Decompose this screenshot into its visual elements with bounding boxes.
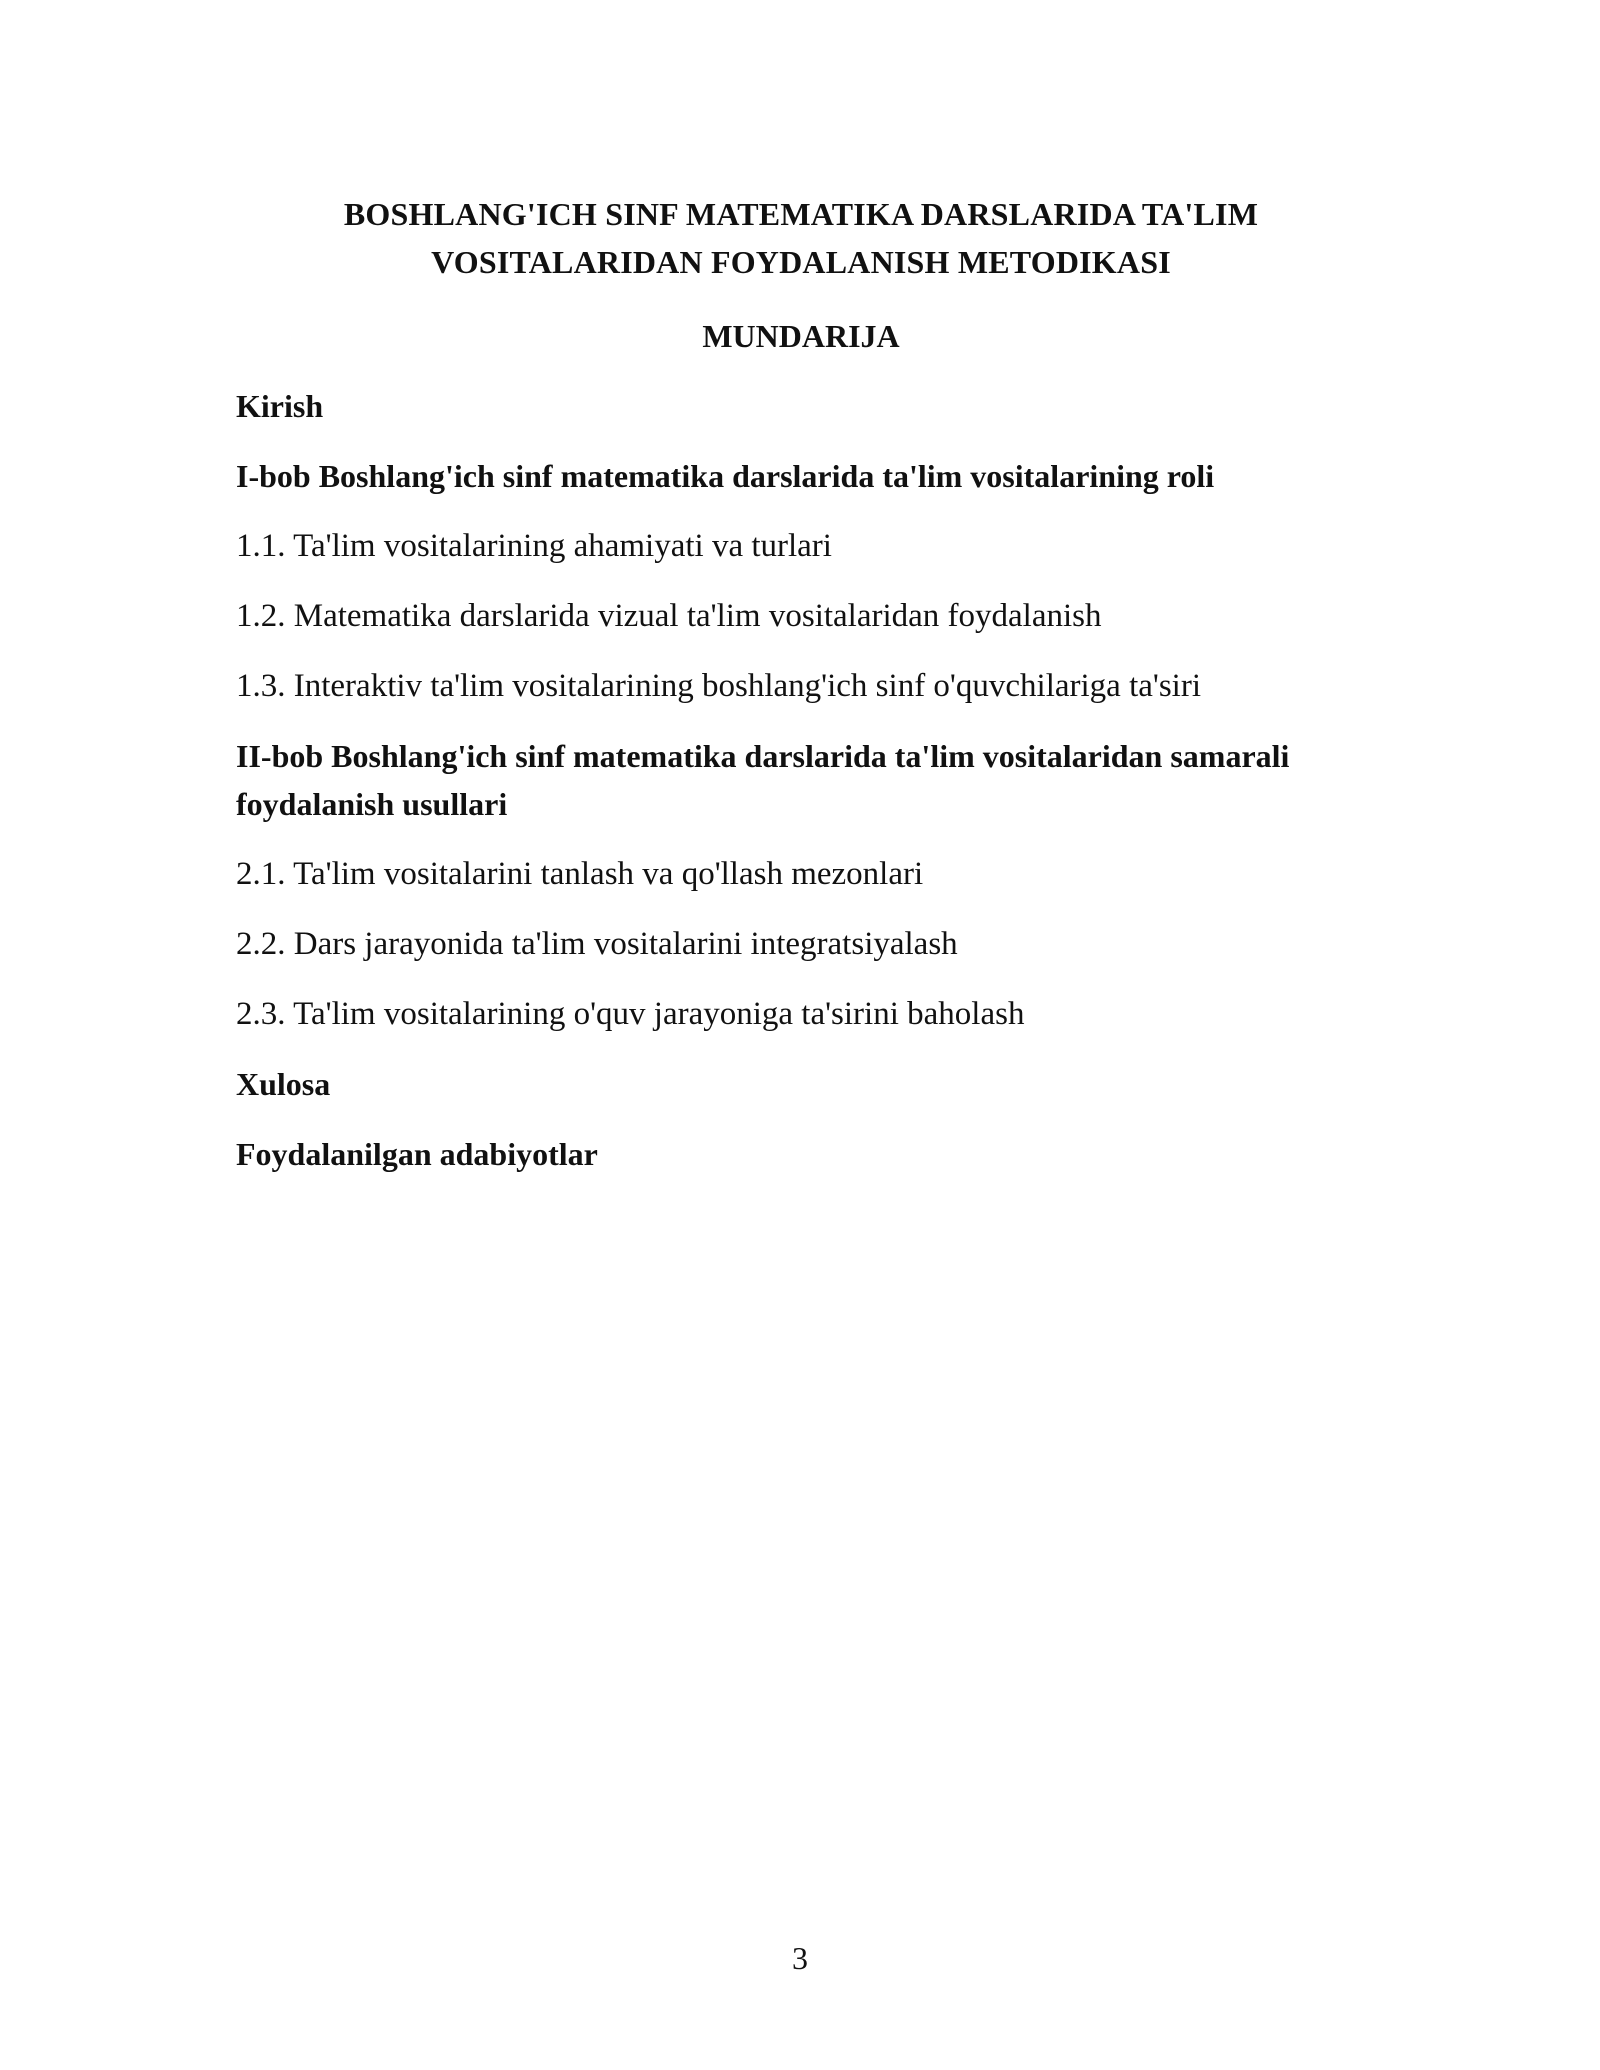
toc-entry-2-2: 2.2. Dars jarayonida ta'lim vositalarini integratsiyalash <box>236 926 958 962</box>
page-number: 3 <box>792 1940 808 1976</box>
toc-entry-2-1: 2.1. Ta'lim vositalarini tanlash va qo'llash mezonlari <box>236 856 924 892</box>
table-of-contents <box>236 382 1366 1178</box>
toc-entry-1-1: 1.1. Ta'lim vositalarining ahamiyati va turlari <box>236 528 832 564</box>
toc-entry-2-3: 2.3. Ta'lim vositalarining o'quv jarayoniga ta'sirini baholash <box>236 996 1025 1032</box>
toc-heading: MUNDARIJA <box>702 318 900 354</box>
document-title-line-2: VOSITALARIDAN FOYDALANISH METODIKASI <box>431 244 1171 280</box>
toc-entry-xulosa: Xulosa <box>236 1066 331 1102</box>
toc-entry-chapter-2: II-bob Boshlang'ich sinf matematika darslarida ta'lim vositalaridan samarali foydalanish usullari <box>236 738 1290 822</box>
toc-entry-1-2: 1.2. Matematika darslarida vizual ta'lim vositalaridan foydalanish <box>236 598 1102 634</box>
toc-entry-references: Foydalanilgan adabiyotlar <box>236 1136 598 1172</box>
toc-entry-kirish: Kirish <box>236 388 324 424</box>
document-title-line-1: BOSHLANG'ICH SINF MATEMATIKA DARSLARIDA TA'LIM <box>343 196 1259 232</box>
toc-entry-chapter-1: I-bob Boshlang'ich sinf matematika darslarida ta'lim vositalarining roli <box>236 458 1215 494</box>
toc-entry-1-3: 1.3. Interaktiv ta'lim vositalarining boshlang'ich sinf o'quvchilariga ta'siri <box>236 668 1201 704</box>
page-content <box>236 190 1366 1200</box>
document-title <box>236 190 1366 286</box>
